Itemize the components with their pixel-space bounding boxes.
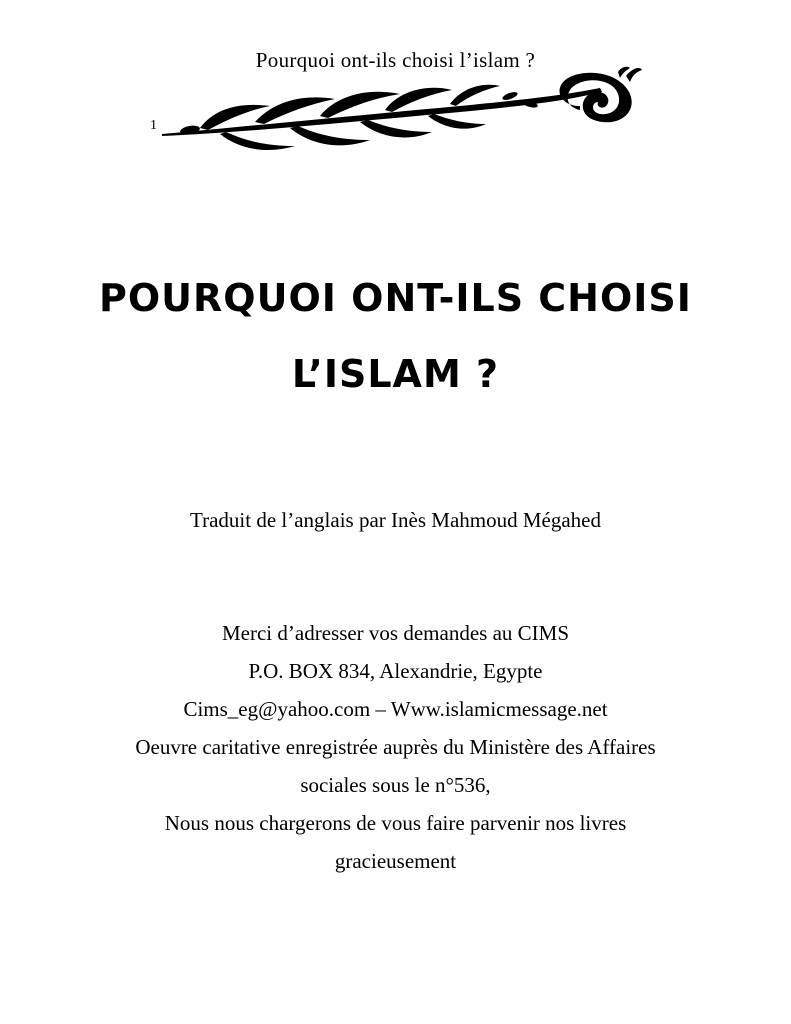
- page-number: 1: [150, 118, 157, 133]
- contact-line-request: Merci d’adresser vos demandes au CIMS: [222, 621, 569, 645]
- contact-line-registration: Oeuvre caritative enregistrée auprès du Ministère des Affaires: [135, 735, 656, 759]
- document-title-line-2: L’ISLAM ?: [291, 352, 500, 396]
- running-header-title: Pourquoi ont-ils choisi l’islam ?: [255, 48, 536, 72]
- contact-line-registration-number: sociales sous le n°536,: [300, 773, 491, 797]
- contact-line-free: gracieusement: [334, 849, 457, 873]
- contact-line-email-website: Cims_eg@yahoo.com – Www.islamicmessage.net: [183, 697, 608, 721]
- document-title-line-1: POURQUOI ONT-ILS CHOISI: [99, 276, 692, 320]
- contact-line-books-offer: Nous nous chargerons de vous faire parvenir nos livres: [164, 811, 627, 835]
- floral-scroll-ornament-icon: [160, 66, 642, 158]
- contact-line-address: P.O. BOX 834, Alexandrie, Egypte: [248, 659, 543, 683]
- translator-credit: Traduit de l’anglais par Inès Mahmoud Mégahed: [190, 508, 601, 532]
- contact-block: [60, 614, 731, 880]
